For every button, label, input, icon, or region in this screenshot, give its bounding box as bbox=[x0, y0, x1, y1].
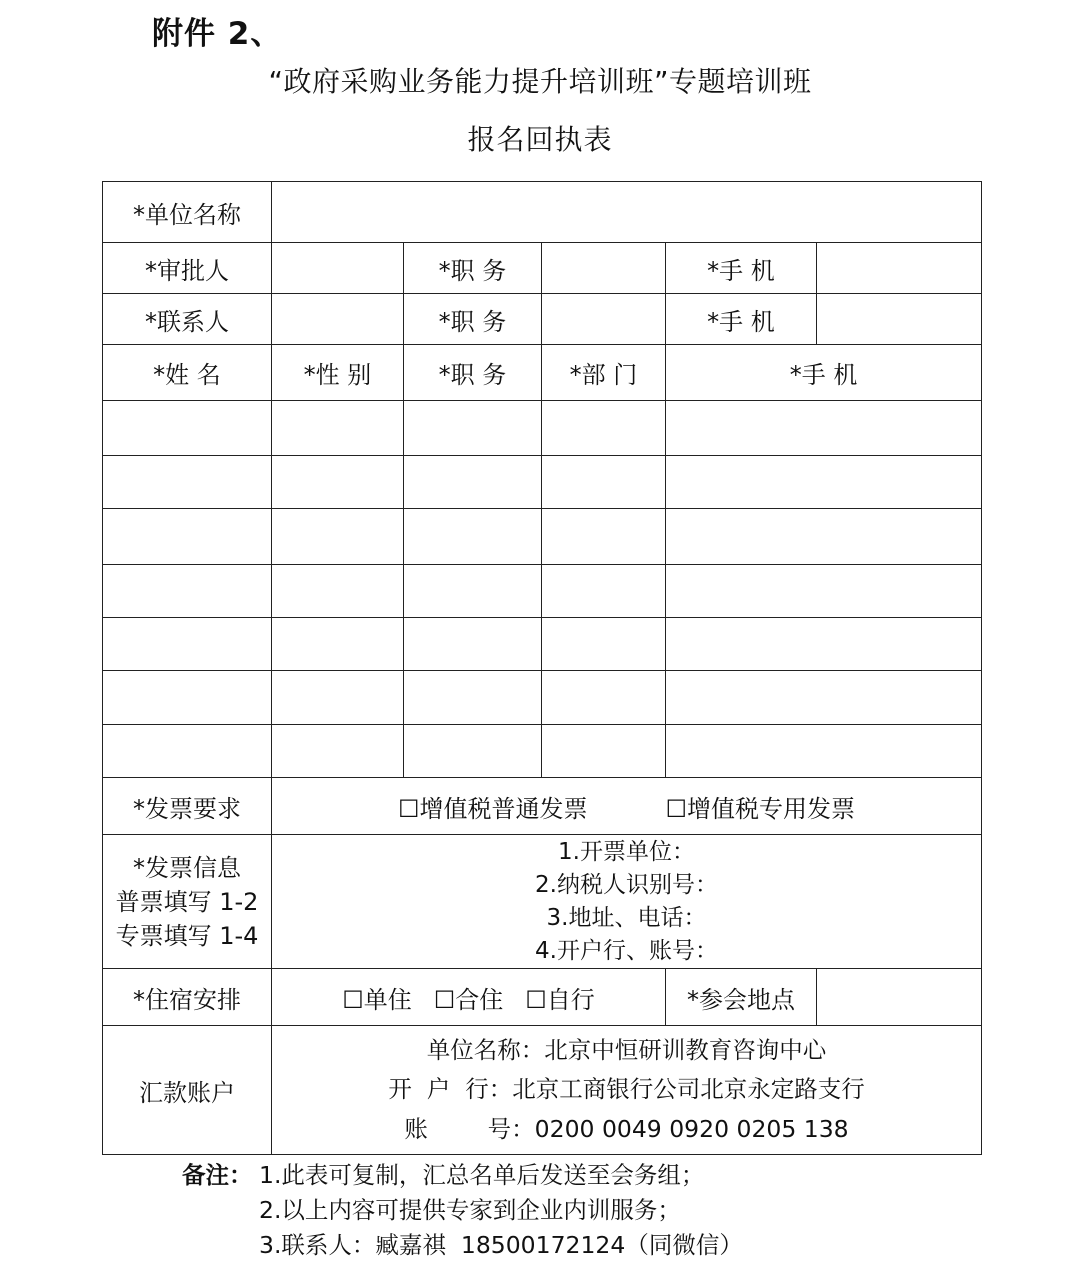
invoice-info-label-line: 专票填写 1-4 bbox=[115, 921, 259, 950]
lodging-single-checkbox[interactable]: ☐单住 bbox=[342, 985, 412, 1014]
approver-label: *审批人 bbox=[103, 243, 272, 294]
lodging-options bbox=[272, 969, 666, 1026]
invoice-info-field[interactable] bbox=[272, 835, 982, 969]
invoice-info-label bbox=[103, 835, 272, 969]
remit-line: 账 号：0200 0049 0920 0205 138 bbox=[404, 1114, 849, 1143]
col-header-department: *部 门 bbox=[542, 345, 666, 401]
attendee-position-cell[interactable] bbox=[404, 509, 542, 565]
attendee-position-cell[interactable] bbox=[404, 456, 542, 509]
contact-label: *联系人 bbox=[103, 294, 272, 345]
invoice-requirement-options bbox=[272, 778, 982, 835]
attendee-department-cell[interactable] bbox=[542, 401, 666, 456]
lodging-shared-checkbox[interactable]: ☐合住 bbox=[433, 985, 504, 1014]
attendee-department-cell[interactable] bbox=[542, 509, 666, 565]
invoice-info-item: 4.开户行、账号： bbox=[535, 937, 718, 964]
attendee-position-cell[interactable] bbox=[404, 671, 542, 725]
registration-form-table bbox=[102, 181, 982, 1155]
attendee-mobile-cell[interactable] bbox=[666, 618, 982, 671]
attendee-name-cell[interactable] bbox=[103, 509, 272, 565]
col-header-gender: *性 别 bbox=[272, 345, 404, 401]
attachment-label: 附件 2、 bbox=[152, 16, 283, 52]
attendee-row bbox=[103, 401, 982, 456]
approver-mobile-label: *手 机 bbox=[666, 243, 817, 294]
remit-account-label: 汇款账户 bbox=[103, 1026, 272, 1155]
attendee-mobile-cell[interactable] bbox=[666, 671, 982, 725]
remit-line: 单位名称：北京中恒研训教育咨询中心 bbox=[426, 1035, 827, 1064]
lodging-self-checkbox[interactable]: ☐自行 bbox=[525, 985, 595, 1014]
attendee-row bbox=[103, 565, 982, 618]
attendee-position-cell[interactable] bbox=[404, 725, 542, 778]
invoice-requirement-label: *发票要求 bbox=[103, 778, 272, 835]
attendee-mobile-cell[interactable] bbox=[666, 456, 982, 509]
notes-label: 备注： bbox=[182, 1161, 253, 1189]
attendee-gender-cell[interactable] bbox=[272, 509, 404, 565]
attendee-gender-cell[interactable] bbox=[272, 671, 404, 725]
attendee-gender-cell[interactable] bbox=[272, 565, 404, 618]
attendee-mobile-cell[interactable] bbox=[666, 509, 982, 565]
attendee-position-cell[interactable] bbox=[404, 618, 542, 671]
attendee-position-cell[interactable] bbox=[404, 401, 542, 456]
contact-position-field[interactable] bbox=[542, 294, 666, 345]
invoice-info-item: 2.纳税人识别号： bbox=[535, 871, 718, 898]
invoice-info-item: 1.开票单位： bbox=[558, 838, 695, 865]
attendee-name-cell[interactable] bbox=[103, 725, 272, 778]
attendee-row bbox=[103, 618, 982, 671]
venue-field[interactable] bbox=[817, 969, 982, 1026]
attendee-row bbox=[103, 671, 982, 725]
attendee-name-cell[interactable] bbox=[103, 618, 272, 671]
note-item: 1.此表可复制，汇总名单后发送至会务组； bbox=[259, 1161, 705, 1189]
approver-position-field[interactable] bbox=[542, 243, 666, 294]
notes-section bbox=[182, 1158, 743, 1263]
attendee-name-cell[interactable] bbox=[103, 565, 272, 618]
invoice-info-item: 3.地址、电话： bbox=[546, 904, 707, 931]
attendee-row bbox=[103, 456, 982, 509]
col-header-mobile: *手 机 bbox=[666, 345, 982, 401]
invoice-info-label-line: 普票填写 1-2 bbox=[115, 887, 259, 916]
attendee-row bbox=[103, 509, 982, 565]
col-header-name: *姓 名 bbox=[103, 345, 272, 401]
venue-label: *参会地点 bbox=[666, 969, 817, 1026]
attendee-mobile-cell[interactable] bbox=[666, 401, 982, 456]
attendee-department-cell[interactable] bbox=[542, 671, 666, 725]
invoice-ordinary-checkbox[interactable]: ☐增值税普通发票 bbox=[398, 794, 588, 823]
attendee-department-cell[interactable] bbox=[542, 456, 666, 509]
invoice-special-checkbox[interactable]: ☐增值税专用发票 bbox=[665, 794, 856, 823]
attendee-row bbox=[103, 725, 982, 778]
invoice-info-label-line: *发票信息 bbox=[133, 853, 241, 882]
attendee-gender-cell[interactable] bbox=[272, 725, 404, 778]
attendee-name-cell[interactable] bbox=[103, 401, 272, 456]
lodging-label: *住宿安排 bbox=[103, 969, 272, 1026]
attendee-name-cell[interactable] bbox=[103, 671, 272, 725]
remit-line: 开 户 行：北京工商银行公司北京永定路支行 bbox=[388, 1075, 865, 1104]
contact-mobile-field[interactable] bbox=[817, 294, 982, 345]
attendee-mobile-cell[interactable] bbox=[666, 565, 982, 618]
contact-field[interactable] bbox=[272, 294, 404, 345]
attendee-mobile-cell[interactable] bbox=[666, 725, 982, 778]
col-header-position: *职 务 bbox=[404, 345, 542, 401]
page-subtitle: 报名回执表 bbox=[467, 123, 613, 156]
approver-position-label: *职 务 bbox=[404, 243, 542, 294]
attendee-gender-cell[interactable] bbox=[272, 456, 404, 509]
note-item: 2.以上内容可提供专家到企业内训服务； bbox=[259, 1196, 681, 1224]
contact-mobile-label: *手 机 bbox=[666, 294, 817, 345]
approver-mobile-field[interactable] bbox=[817, 243, 982, 294]
note-item: 3.联系人：臧嘉祺 18500172124（同微信） bbox=[259, 1231, 743, 1259]
approver-field[interactable] bbox=[272, 243, 404, 294]
attendee-department-cell[interactable] bbox=[542, 565, 666, 618]
attendee-gender-cell[interactable] bbox=[272, 401, 404, 456]
attendee-name-cell[interactable] bbox=[103, 456, 272, 509]
attendee-department-cell[interactable] bbox=[542, 725, 666, 778]
contact-position-label: *职 务 bbox=[404, 294, 542, 345]
attendee-position-cell[interactable] bbox=[404, 565, 542, 618]
unit-name-label: *单位名称 bbox=[103, 182, 272, 243]
remit-account-info bbox=[272, 1026, 982, 1155]
attendee-department-cell[interactable] bbox=[542, 618, 666, 671]
unit-name-field[interactable] bbox=[272, 182, 982, 243]
page-title: “政府采购业务能力提升培训班”专题培训班 bbox=[268, 65, 812, 98]
attendee-gender-cell[interactable] bbox=[272, 618, 404, 671]
